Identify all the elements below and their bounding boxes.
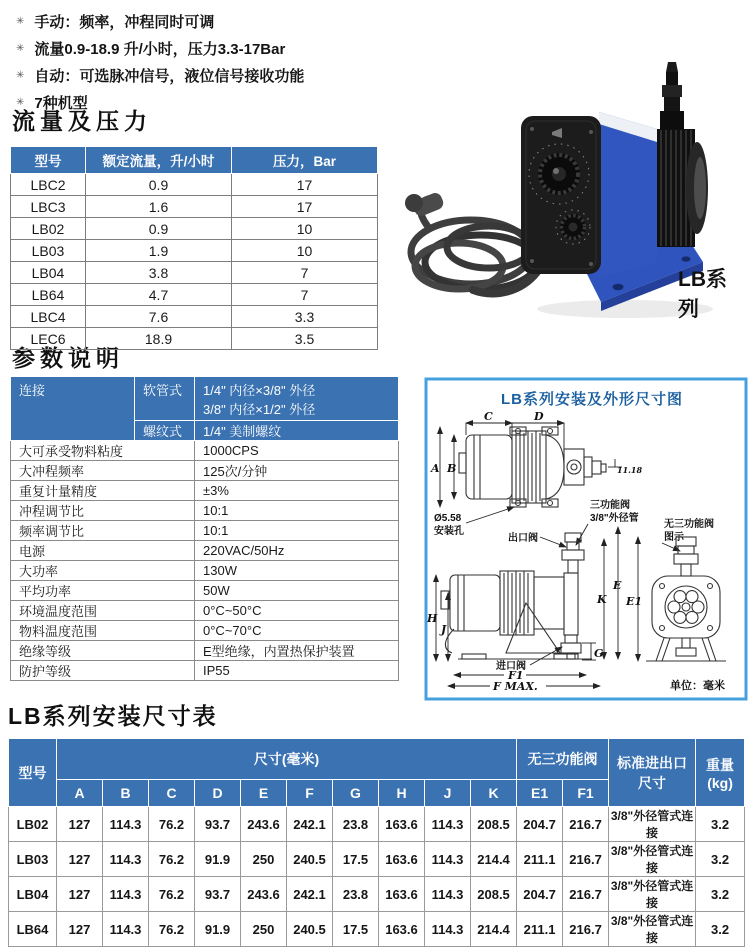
cell: 76.2 [149,842,195,877]
cell: 17 [232,174,378,196]
cell: 216.7 [563,842,609,877]
cell: 1.6 [86,196,232,218]
table-header-row [11,147,378,174]
feature-list [16,8,304,116]
cell: 125次/分钟 [195,461,399,481]
mounting-hole-label: 安装孔 [434,526,464,537]
svg-text:K: K [597,593,607,606]
cell: 216.7 [563,912,609,947]
cell: 0.9 [86,218,232,240]
table-row [11,328,378,350]
svg-text:D: D [534,410,544,423]
table-row [11,661,399,681]
cell: 114.3 [425,807,471,842]
cell: 3/8"外径管式连接 [609,912,696,947]
cell: 76.2 [149,912,195,947]
cell: LB02 [9,807,57,842]
cell: 216.7 [563,877,609,912]
cell: 23.8 [333,877,379,912]
table-header-row [9,739,745,780]
cell: 平均功率 [11,581,195,601]
cell: 93.7 [195,877,241,912]
cell [195,377,399,421]
cell: LB04 [9,877,57,912]
col-header-dimensions: 尺寸(毫米) [57,739,517,780]
cell: 7.6 [86,306,232,328]
cell: 204.7 [517,877,563,912]
cell: 114.3 [103,877,149,912]
col-header-model: 型号 [9,739,57,807]
svg-text:J: J [441,623,447,636]
svg-text:F MAX.: F MAX. [493,680,538,693]
cell: 243.6 [241,807,287,842]
cell: 防护等级 [11,661,195,681]
table-row [11,581,399,601]
col-header-dim: A [57,780,103,807]
cell: 3.2 [696,842,745,877]
svg-text:H: H [427,612,438,625]
cell: LB04 [11,262,86,284]
cell: LB03 [9,842,57,877]
cell: 频率调节比 [11,521,195,541]
cell: 127 [57,877,103,912]
inlet-valve-label: 进口阀 [496,661,526,672]
col-header-model: 型号 [11,147,86,174]
no-three-func-label-2: 图示 [664,532,684,543]
cell: 114.3 [425,912,471,947]
svg-text:11.18: 11.18 [617,465,643,475]
col-header-no-valve: 无三功能阀 [517,739,609,780]
cell: LBC3 [11,196,86,218]
col-header-rated-flow: 额定流量，升/小时 [86,147,232,174]
table-row [11,196,378,218]
cell: 大可承受物料粘度 [11,441,195,461]
cell: 重复计量精度 [11,481,195,501]
cell: 大冲程频率 [11,461,195,481]
cell: 130W [195,561,399,581]
cell: 93.7 [195,807,241,842]
cell: 18.9 [86,328,232,350]
cell: 3.2 [696,912,745,947]
cell: 163.6 [379,877,425,912]
feature-item [16,35,304,62]
table-row [9,842,745,877]
install-dimensions-table [8,738,745,947]
cell: 10 [232,240,378,262]
cell: 1/4" 美制螺纹 [195,421,399,441]
flow-pressure-table [10,146,378,350]
cell: 1.9 [86,240,232,262]
unit-note: 单位：毫米 [670,680,725,692]
table-row [11,541,399,561]
injection-fitting [660,62,684,129]
cell: 163.6 [379,842,425,877]
asterisk-icon: ✳ [16,16,25,27]
cell: 50W [195,581,399,601]
cell: 211.1 [517,912,563,947]
outlet-valve-label: 出口阀 [508,533,538,544]
hole-diameter-label: Ø5.58 [434,513,462,524]
feature-item [16,62,304,89]
cell: 3.2 [696,877,745,912]
table-row [11,174,378,196]
col-header-dim: H [379,780,425,807]
cell: 204.7 [517,807,563,842]
col-header-dim: J [425,780,471,807]
cell: 0°C~70°C [195,621,399,641]
cell: 连接 [11,377,135,441]
cell: 冲程调节比 [11,501,195,521]
no-three-func-label-1: 无三功能阀 [664,519,714,530]
cell: 127 [57,842,103,877]
cell: 91.9 [195,912,241,947]
col-header-std-ports: 标准进出口 尺寸 [609,739,696,807]
table-row [11,441,399,461]
three-func-pipe-label: 3/8"外径管 [590,513,639,524]
col-header-dim: E [241,780,287,807]
svg-text:A: A [431,462,440,475]
feature-text: 流量0.9-18.9 升/小时，压力3.3-17Bar [34,41,286,58]
col-header-dim: D [195,780,241,807]
cell: 0°C~50°C [195,601,399,621]
cell: 114.3 [103,842,149,877]
asterisk-icon: ✳ [16,70,25,81]
cell: 17.5 [333,912,379,947]
table-row [11,481,399,501]
cell: 208.5 [471,807,517,842]
col-header-weight: 重量 (kg) [696,739,745,807]
feature-text: 7种机型 [34,95,88,112]
hose-size-1: 1/4" 内径×3/8" 外径 [203,383,316,398]
cell: LB64 [11,284,86,306]
cell: 76.2 [149,877,195,912]
col-header-dim: K [471,780,517,807]
cell: 250 [241,842,287,877]
cell: 7 [232,284,378,306]
table-row [11,240,378,262]
cell: IP55 [195,661,399,681]
cell: 240.5 [287,842,333,877]
cell: LBC4 [11,306,86,328]
cell: LB64 [9,912,57,947]
cell: 216.7 [563,807,609,842]
cell: 3/8"外径管式连接 [609,842,696,877]
cell: 127 [57,807,103,842]
section-title-flow-pressure: 流量及压力 [12,108,152,134]
svg-text:C: C [484,410,493,423]
section-title-parameters: 参数说明 [12,345,124,371]
cell: 242.1 [287,807,333,842]
cell: 3.2 [696,807,745,842]
cell: LB03 [11,240,86,262]
cell: 127 [57,912,103,947]
cell: 3/8"外径管式连接 [609,807,696,842]
cell: 208.5 [471,877,517,912]
cell: 211.1 [517,842,563,877]
diagram-border [426,379,746,699]
asterisk-icon: ✳ [16,43,25,54]
table-row [11,377,399,421]
cell: LB02 [11,218,86,240]
control-panel [521,116,601,274]
cell: 10 [232,218,378,240]
col-header-dim: C [149,780,195,807]
table-row [11,461,399,481]
cell: 螺纹式 [135,421,195,441]
table-row [11,561,399,581]
dimension-diagram-svg [424,377,748,701]
cell: 91.9 [195,842,241,877]
table-row [9,807,745,842]
cell: 4.7 [86,284,232,306]
feature-text: 自动：可选脉冲信号，液位信号接收功能 [34,68,305,85]
cell: 214.4 [471,842,517,877]
cell: 3.8 [86,262,232,284]
table-row [11,284,378,306]
col-header-dim: B [103,780,149,807]
feature-text: 手动：频率，冲程同时可调 [34,14,215,31]
cell: 1000CPS [195,441,399,461]
cell: 物料温度范围 [11,621,195,641]
pump-bellows [657,129,708,247]
cell: 软管式 [135,377,195,421]
table-row [11,306,378,328]
table-row [11,501,399,521]
cell: 242.1 [287,877,333,912]
table-row [11,601,399,621]
cell: 绝缘等级 [11,641,195,661]
cell: 114.3 [103,912,149,947]
diagram-title: LB系列安装及外形尺寸图 [501,391,683,408]
section-title-install-dimensions: LB系列安装尺寸表 [8,703,218,729]
cell: 23.8 [333,807,379,842]
table-row [11,521,399,541]
cell: 10:1 [195,501,399,521]
table-row [11,218,378,240]
dimension-diagram [424,377,748,701]
cell: 3/8"外径管式连接 [609,877,696,912]
cell: 17.5 [333,842,379,877]
cell: 10:1 [195,521,399,541]
cell: 3.3 [232,306,378,328]
cable-connector [405,191,445,218]
cell: 0.9 [86,174,232,196]
table-row [11,262,378,284]
col-header-dim: F [287,780,333,807]
table-row [9,912,745,947]
cell: 环境温度范围 [11,601,195,621]
asterisk-icon: ✳ [16,97,25,108]
product-photo [385,50,747,345]
svg-text:E: E [613,579,622,592]
table-row [9,877,745,912]
feature-item [16,8,304,35]
cell: 114.3 [425,842,471,877]
cell: 163.6 [379,912,425,947]
svg-text:E1: E1 [626,595,643,608]
table-row [11,621,399,641]
three-func-valve-label: 三功能阀 [590,500,630,511]
cell: 7 [232,262,378,284]
cell: 大功率 [11,561,195,581]
cell: 114.3 [425,877,471,912]
cell: LBC2 [11,174,86,196]
col-header-dim: E1 [517,780,563,807]
cell: 3.5 [232,328,378,350]
svg-text:B: B [447,462,457,475]
cell: LEC6 [11,328,86,350]
cell: E型绝缘，内置热保护装置 [195,641,399,661]
cell: 250 [241,912,287,947]
parameters-table [10,376,399,681]
col-header-dim: G [333,780,379,807]
cell: 114.3 [103,807,149,842]
cell: 240.5 [287,912,333,947]
cell: 214.4 [471,912,517,947]
series-label: LB系列 [678,268,727,321]
col-header-dim: F1 [563,780,609,807]
table-row [11,641,399,661]
svg-text:F1: F1 [508,669,524,682]
cell: 17 [232,196,378,218]
svg-text:G: G [594,647,604,660]
cell: 电源 [11,541,195,561]
cell: 220VAC/50Hz [195,541,399,561]
cell: ±3% [195,481,399,501]
hose-size-2: 3/8" 内径×1/2" 外径 [203,402,316,417]
cell: 76.2 [149,807,195,842]
cell: 243.6 [241,877,287,912]
col-header-pressure: 压力，Bar [232,147,378,174]
cell: 163.6 [379,807,425,842]
